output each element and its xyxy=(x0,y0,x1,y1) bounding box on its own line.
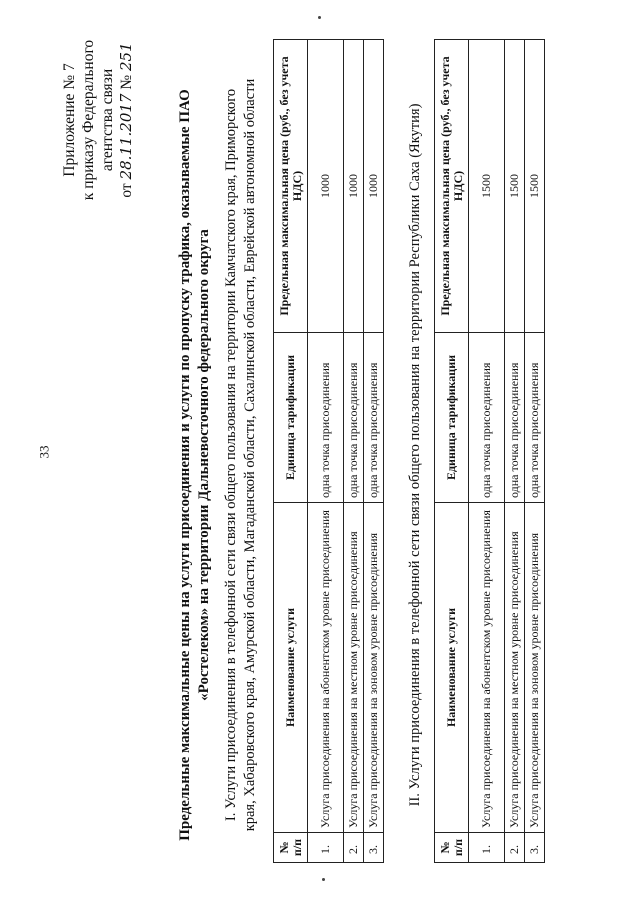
row-price: 1500 xyxy=(505,40,525,333)
row-service: Услуга присоединения на зоновом уровне присоединения xyxy=(364,503,384,833)
header-service: Наименование услуги xyxy=(435,503,469,833)
document-title-line-2: «Ростелеком» на территории Дальневосточного федерального округа xyxy=(196,229,212,701)
row-num: 3. xyxy=(364,833,384,863)
row-service: Услуга присоединения на зоновом уровне присоединения xyxy=(525,503,545,833)
table-header-row xyxy=(435,40,469,863)
table-header-row xyxy=(274,40,308,863)
table-row xyxy=(364,40,384,863)
table-row xyxy=(308,40,344,863)
row-unit: одна точка присоединения xyxy=(364,333,384,503)
section-1-title-line-2: края, Хабаровского края, Амурской области, Магаданской области, Сахалинской области, Еврейской автономной области xyxy=(241,78,258,832)
row-unit: одна точка присоединения xyxy=(505,333,525,503)
appendix-line-4 xyxy=(117,30,136,210)
document-title-line-1: Предельные максимальные цены на услуги присоединения и услуги по пропуску трафика, оказываемые ПАО xyxy=(177,89,193,841)
appendix-number-handwritten: 251 xyxy=(117,42,135,71)
section-2-price-table xyxy=(434,39,545,863)
row-unit: одна точка присоединения xyxy=(469,333,505,503)
row-service: Услуга присоединения на местном уровне присоединения xyxy=(505,503,525,833)
row-price: 1000 xyxy=(344,40,364,333)
row-unit: одна точка присоединения xyxy=(308,333,344,503)
row-num: 1. xyxy=(469,833,505,863)
appendix-line-1: Приложение № 7 xyxy=(61,63,78,177)
appendix-number-sign: № xyxy=(118,74,135,90)
row-price: 1000 xyxy=(308,40,344,333)
header-price: Предельная максимальная цена (руб., без учета НДС) xyxy=(274,40,308,333)
table-row xyxy=(525,40,545,863)
header-num: № п/п xyxy=(274,833,308,863)
header-num: № п/п xyxy=(435,833,469,863)
row-service: Услуга присоединения на абонентском уровне присоединения xyxy=(308,503,344,833)
scan-speck xyxy=(322,878,325,881)
section-1-title-line-1: I. Услуги присоединения в телефонной сети связи общего пользования на территории Камчатского края, Приморского xyxy=(223,88,239,822)
document-title xyxy=(176,55,214,875)
header-service: Наименование услуги xyxy=(274,503,308,833)
appendix-block xyxy=(60,30,136,210)
header-unit: Единица тарификации xyxy=(274,333,308,503)
appendix-line-3: агентства связи xyxy=(99,68,116,172)
row-price: 1000 xyxy=(364,40,384,333)
row-num: 1. xyxy=(308,833,344,863)
header-unit: Единица тарификации xyxy=(435,333,469,503)
section-1-price-table xyxy=(273,39,384,863)
row-num: 3. xyxy=(525,833,545,863)
page-number: 33 xyxy=(36,445,52,459)
section-1-title xyxy=(222,35,259,875)
section-2-title: II. Услуги присоединения в телефонной сети связи общего пользования на территории Республики Саха (Якутия) xyxy=(407,103,423,807)
row-price: 1500 xyxy=(469,40,505,333)
header-price: Предельная максимальная цена (руб., без учета НДС) xyxy=(435,40,469,333)
table-row xyxy=(469,40,505,863)
row-num: 2. xyxy=(344,833,364,863)
row-unit: одна точка присоединения xyxy=(525,333,545,503)
appendix-date-prefix: от xyxy=(118,183,135,198)
table-row xyxy=(505,40,525,863)
table-row xyxy=(344,40,364,863)
row-price: 1500 xyxy=(525,40,545,333)
row-num: 2. xyxy=(505,833,525,863)
appendix-date-handwritten: 28.11.2017 xyxy=(117,93,135,180)
row-service: Услуга присоединения на местном уровне присоединения xyxy=(344,503,364,833)
appendix-line-2: к приказу Федерального xyxy=(80,39,97,201)
scan-speck xyxy=(318,16,321,19)
row-service: Услуга присоединения на абонентском уровне присоединения xyxy=(469,503,505,833)
row-unit: одна точка присоединения xyxy=(344,333,364,503)
